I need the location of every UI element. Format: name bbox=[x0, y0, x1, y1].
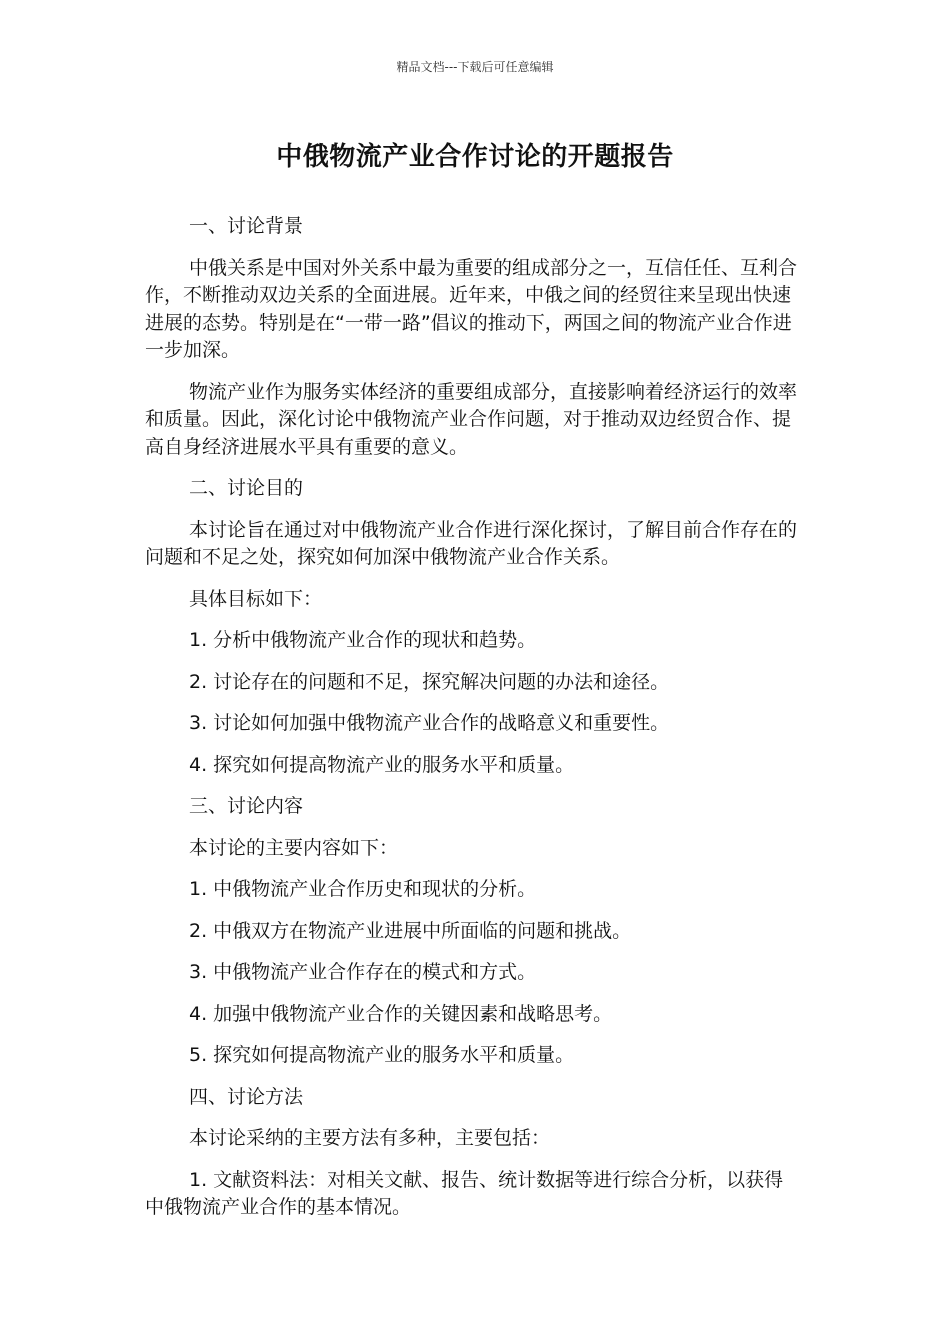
method-item: 1. 文献资料法：对相关文献、报告、统计数据等进行综合分析，以获得中俄物流产业合作的基本情况。 bbox=[145, 1168, 784, 1218]
section-heading-content: 三、讨论内容 bbox=[189, 795, 304, 817]
paragraph-content-intro: 本讨论的主要内容如下： bbox=[189, 836, 399, 859]
content-item: 4. 加强中俄物流产业合作的关键因素和战略思考。 bbox=[189, 1002, 613, 1025]
content-item: 1. 中俄物流产业合作历史和现状的分析。 bbox=[189, 878, 537, 900]
document-title: 中俄物流产业合作讨论的开题报告 bbox=[276, 142, 674, 172]
goal-item: 1. 分析中俄物流产业合作的现状和趋势。 bbox=[189, 629, 537, 651]
paragraph-relations: 中俄关系是中国对外关系中最为重要的组成部分之一，互信任任、互利合作，不断推动双边关系的全面进展。近年来，中俄之间的经贸往来呈现出快速进展的态势。特别是在“一带一路”倡议的推动下，两国之间的物流产业合作进一步加深。 bbox=[145, 256, 798, 361]
goal-item: 4. 探究如何提高物流产业的服务水平和质量。 bbox=[189, 753, 575, 776]
paragraph-goals-intro: 具体目标如下： bbox=[189, 587, 323, 610]
goal-item: 3. 讨论如何加强中俄物流产业合作的战略意义和重要性。 bbox=[189, 712, 670, 734]
document-body bbox=[145, 213, 800, 1236]
content-item: 3. 中俄物流产业合作存在的模式和方式。 bbox=[189, 961, 537, 983]
goal-item: 2. 讨论存在的问题和不足，探究解决问题的办法和途径。 bbox=[189, 670, 670, 693]
content-item: 2. 中俄双方在物流产业进展中所面临的问题和挑战。 bbox=[189, 919, 632, 942]
header-note: 精品文档---下载后可任意编辑 bbox=[396, 60, 554, 74]
content-item: 5. 探究如何提高物流产业的服务水平和质量。 bbox=[189, 1044, 575, 1066]
paragraph-method-intro: 本讨论采纳的主要方法有多种，主要包括： bbox=[189, 1127, 551, 1149]
section-heading-method: 四、讨论方法 bbox=[189, 1085, 304, 1108]
section-heading-purpose: 二、讨论目的 bbox=[189, 477, 304, 499]
section-heading-background: 一、讨论背景 bbox=[189, 215, 304, 237]
paragraph-logistics-importance: 物流产业作为服务实体经济的重要组成部分，直接影响着经济运行的效率和质量。因此，深化讨论中俄物流产业合作问题，对于推动双边经贸合作、提高自身经济进展水平具有重要的意义。 bbox=[145, 380, 798, 458]
paragraph-purpose: 本讨论旨在通过对中俄物流产业合作进行深化探讨，了解目前合作存在的问题和不足之处，探究如何加深中俄物流产业合作关系。 bbox=[145, 518, 798, 568]
